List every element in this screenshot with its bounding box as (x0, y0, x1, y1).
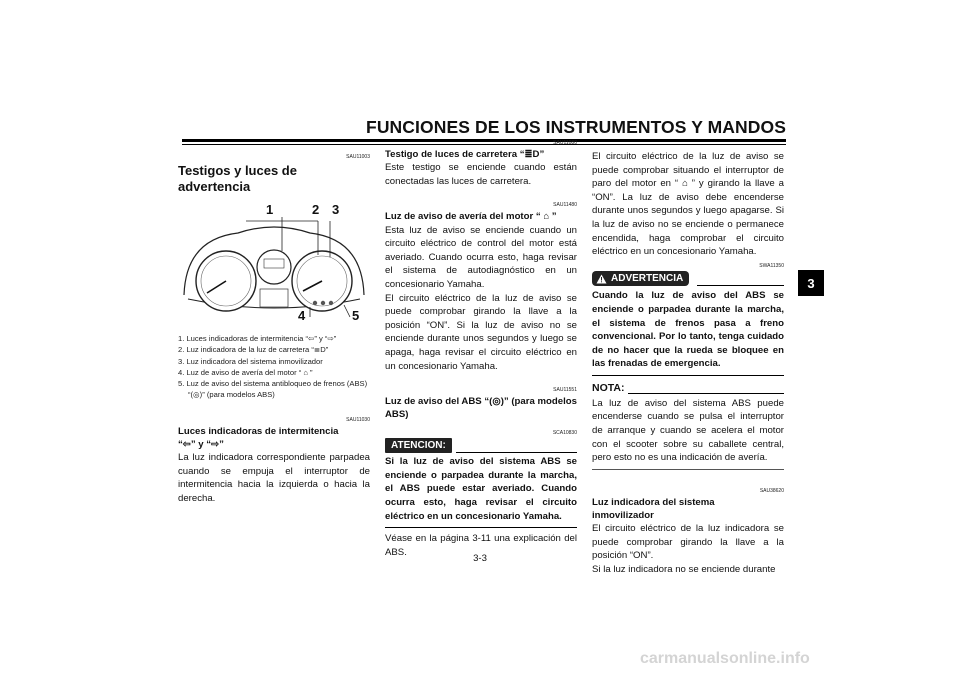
note-header (592, 382, 784, 396)
watermark: carmanualsonline.info (640, 650, 810, 667)
warning-label-box (592, 271, 689, 287)
chapter-tab: 3 (798, 270, 824, 296)
warning-label: ADVERTENCIA (611, 272, 684, 284)
warning-end-rule (592, 375, 784, 376)
subsection-title: Luz de aviso del ABS “(◎)” (para modelos ABS) (385, 396, 577, 421)
figure-callout: 5 (352, 308, 360, 323)
legend-item: 4. Luz de aviso de avería del motor “ ⌂ ” (178, 367, 313, 377)
column-2 (385, 140, 577, 559)
subsection-title-symbols: “⇦” y “⇨” (178, 438, 224, 450)
figure-callout: 1 (266, 202, 274, 217)
column-1 (178, 154, 370, 506)
figure-callout: 2 (312, 202, 320, 217)
paragraph: Véase en la página 3-11 una explicación del ABS. (385, 533, 577, 558)
caution-rule (456, 452, 577, 453)
caution-end-rule (385, 527, 577, 528)
figure-legend (178, 333, 370, 401)
figure-callout: 3 (332, 202, 340, 217)
caution-code: SCA10830 (552, 429, 577, 436)
caution-label: ATENCION: (385, 438, 452, 454)
note-text: La luz de aviso del sistema ABS puede encenderse cuando se pulsa el interruptor de arranque y cuando se acelera el motor con el scooter sobre su caballete central, pero esto no es una indicación de avería. (592, 397, 784, 464)
section-code: SAU11080 (553, 140, 577, 146)
legend-item: 3. Luz indicadora del sistema inmovilizador (178, 356, 323, 366)
warning-rule (697, 285, 784, 286)
section-code: SAU11030 (346, 416, 370, 423)
caution-text: Si la luz de aviso del sistema ABS se enciende o parpadea durante la marcha, el ABS puede estar averiado. Cuando ocurra esto, haga revisar el circuito eléctrico en un concesionario Yamaha. (385, 456, 577, 522)
subsection-title: Testigo de luces de carretera “≣D” (385, 149, 545, 160)
paragraph: La luz indicadora correspondiente parpadea cuando se empuja el interruptor de intermitencia hacia la izquierda o hacia la derecha. (178, 452, 370, 504)
subsection-title: Luz de aviso de avería del motor “ ⌂ ” (385, 211, 557, 223)
subsection-title: Luces indicadoras de intermitencia (178, 425, 339, 437)
page-header-title: FUNCIONES DE LOS INSTRUMENTOS Y MANDOS (366, 117, 786, 137)
warning-triangle-icon (596, 274, 607, 284)
warning-text: Cuando la luz de aviso del ABS se enciende o parpadea durante la marcha, el sistema de frenos pasa a freno convencional. Por lo tanto, tenga cuidado de no hacer que la rueda se bloquee en las frenadas de emergencia. (592, 290, 784, 370)
legend-item: 2. Luz indicadora de la luz de carretera “≣D” (178, 345, 329, 355)
section-code: SAU38620 (759, 487, 784, 494)
caution-header (385, 438, 577, 454)
paragraph: Si la luz indicadora no se enciende durante (592, 563, 776, 575)
warning-header (592, 271, 784, 287)
paragraph: Este testigo se enciende cuando están conectadas las luces de carretera. (385, 162, 577, 187)
paragraph: El circuito eléctrico de la luz de aviso se puede comprobar situando el interruptor de paro del motor en “ ⌂ ” y girando la llave a “ON”. La luz de aviso debe encenderse durante unos segundos y luego apagarse. Si la luz de aviso no se enciende o permanece encendida, haga comprobar el circuito eléctrico en un concesionario Yamaha. (592, 151, 784, 258)
figure-callout: 4 (298, 308, 306, 323)
page-number: 3-3 (473, 553, 487, 564)
section-code: SAU11551 (553, 387, 577, 394)
subsection-title: Luz indicadora del sistema inmovilizador (592, 496, 715, 521)
section-heading: Testigos y luces de advertencia (178, 163, 297, 194)
paragraph: Esta luz de aviso se enciende cuando un circuito eléctrico de control del motor está averiado. Cuando ocurra esto, haga revisar el sistema de autodiagnóstico en un concesionario Yamaha. (385, 224, 577, 290)
section-code: SAU11003 (346, 154, 370, 160)
section-code: SAU11480 (553, 202, 577, 209)
note-rule (628, 393, 784, 394)
note-end-rule (592, 469, 784, 470)
paragraph: El circuito eléctrico de la luz indicadora se puede comprobar girando la llave a la posición “ON”. (592, 523, 784, 562)
legend-item: 1. Luces indicadoras de intermitencia “⇦” y “⇨” (178, 334, 337, 343)
instrument-cluster-illustration (178, 199, 370, 325)
instrument-cluster-figure (178, 199, 370, 325)
legend-item: 5. Luz de aviso del sistema antibloqueo de frenos (ABS) “(◎)” (para modelos ABS) (178, 379, 368, 400)
column-3 (592, 150, 784, 576)
note-label: NOTA: (592, 382, 625, 395)
paragraph: El circuito eléctrico de la luz de aviso se puede comprobar girando la llave a la posición “ON”. Si la luz de aviso no se enciende durante unos segundos y luego se apaga, haga revisar el circuito eléctrico en un concesionario Yamaha. (385, 292, 577, 372)
warning-code: SWA11350 (759, 262, 784, 269)
